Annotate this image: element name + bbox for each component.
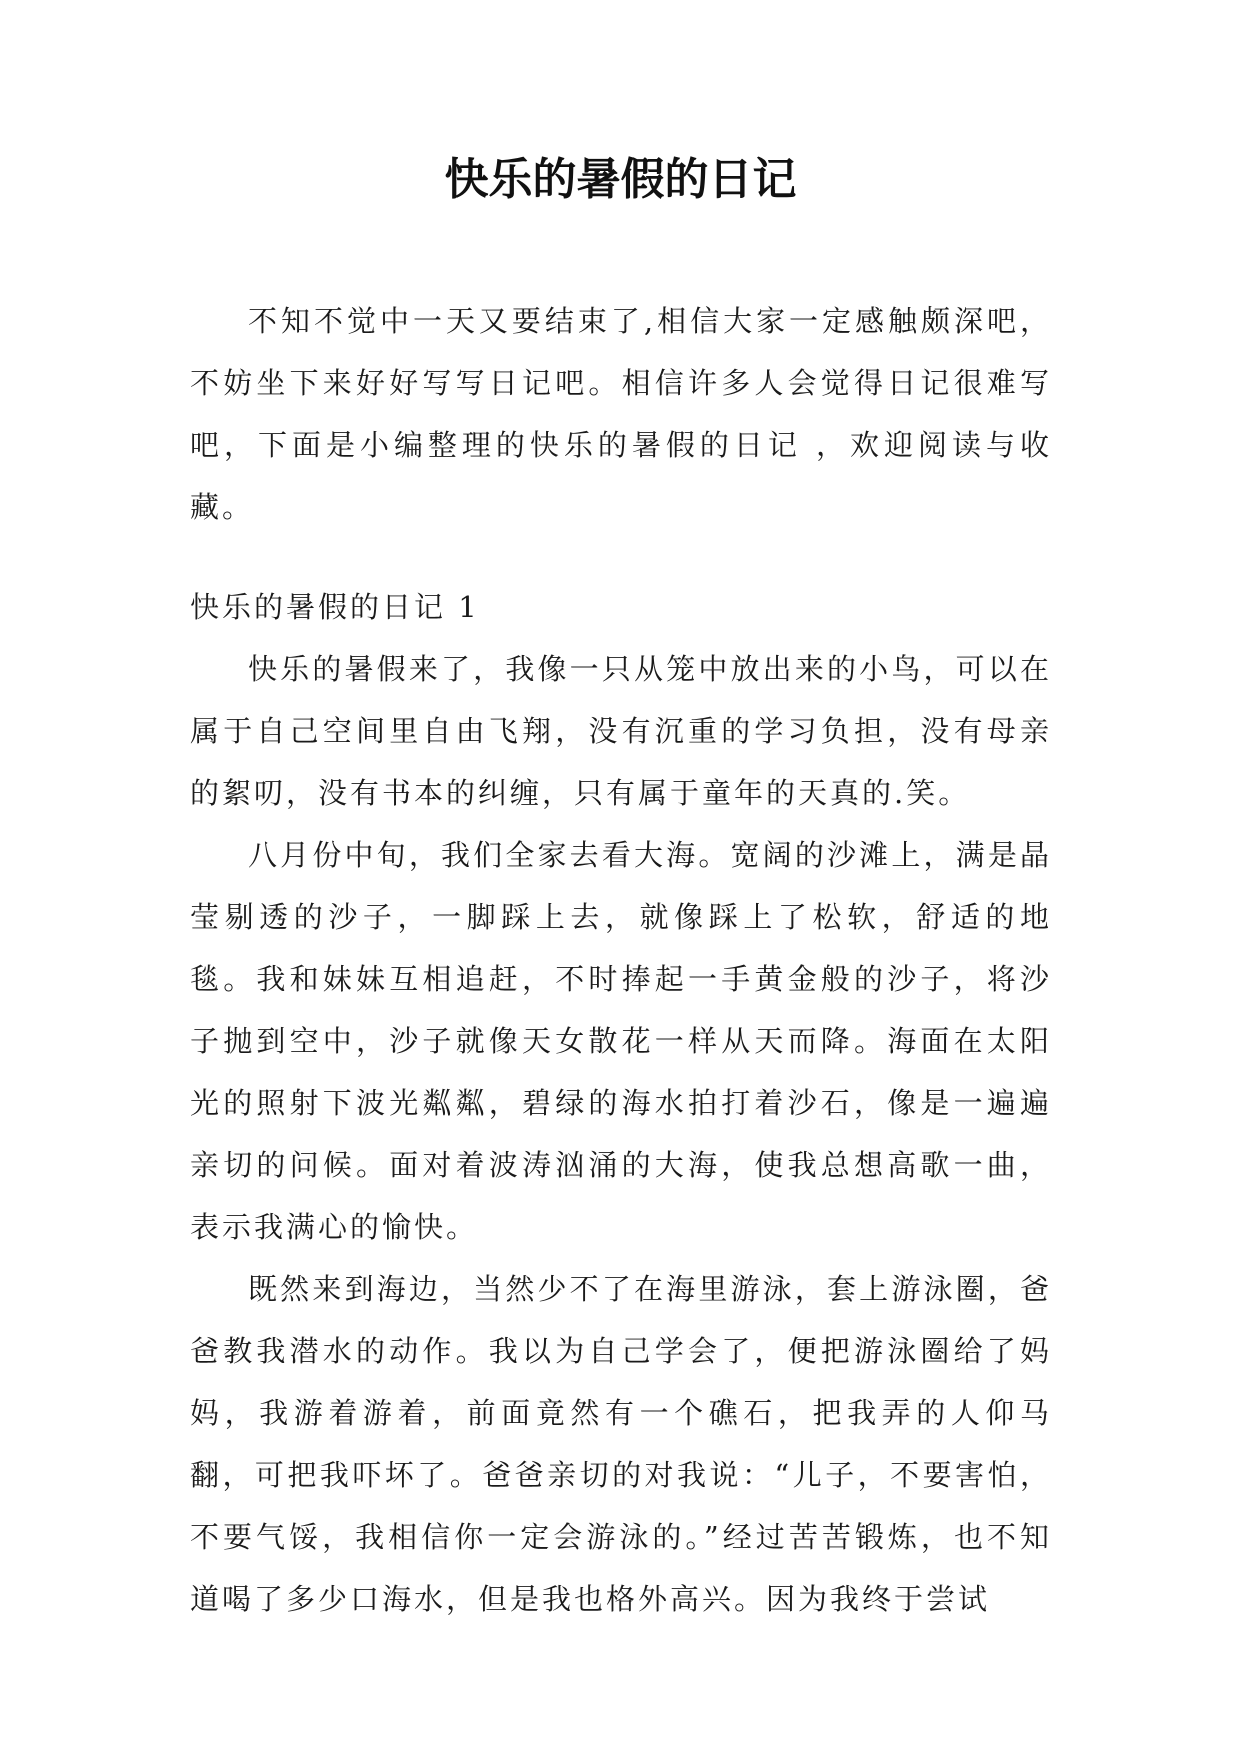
body-paragraph-2: 八月份中旬，我们全家去看大海。宽阔的沙滩上，满是晶莹剔透的沙子，一脚踩上去，就像踩上了松软，舒适的地毯。我和妹妹互相追赶，不时捧起一手黄金般的沙子，将沙子抛到空中，沙子就像天女散花一样从天而降。海面在太阳光的照射下波光粼粼，碧绿的海水拍打着沙石，像是一遍遍亲切的问候。面对着波涛汹涌的大海，使我总想高歌一曲，表示我满心的愉快。 bbox=[190, 838, 1052, 1244]
document-body bbox=[190, 290, 1052, 1630]
section-heading: 快乐的暑假的日记 1 bbox=[190, 590, 480, 624]
intro-paragraph: 不知不觉中一天又要结束了,相信大家一定感触颇深吧，不妨坐下来好好写写日记吧。相信许多人会觉得日记很难写吧，下面是小编整理的快乐的暑假的日记 ，欢迎阅读与收藏。 bbox=[190, 304, 1052, 524]
document-title: 快乐的暑假的日记 bbox=[444, 154, 797, 205]
body-paragraph-3: 既然来到海边，当然少不了在海里游泳，套上游泳圈，爸爸教我潜水的动作。我以为自己学会了，便把游泳圈给了妈妈，我游着游着，前面竟然有一个礁石，把我弄的人仰马翻，可把我吓坏了。爸爸亲切的对我说：“儿子，不要害怕，不要气馁，我相信你一定会游泳的。”经过苦苦锻炼，也不知道喝了多少口海水，但是我也格外高兴。因为我终于尝试 bbox=[190, 1272, 1052, 1616]
body-paragraph-1: 快乐的暑假来了，我像一只从笼中放出来的小鸟，可以在属于自己空间里自由飞翔，没有沉重的学习负担，没有母亲的絮叨，没有书本的纠缠，只有属于童年的天真的.笑。 bbox=[190, 652, 1052, 810]
